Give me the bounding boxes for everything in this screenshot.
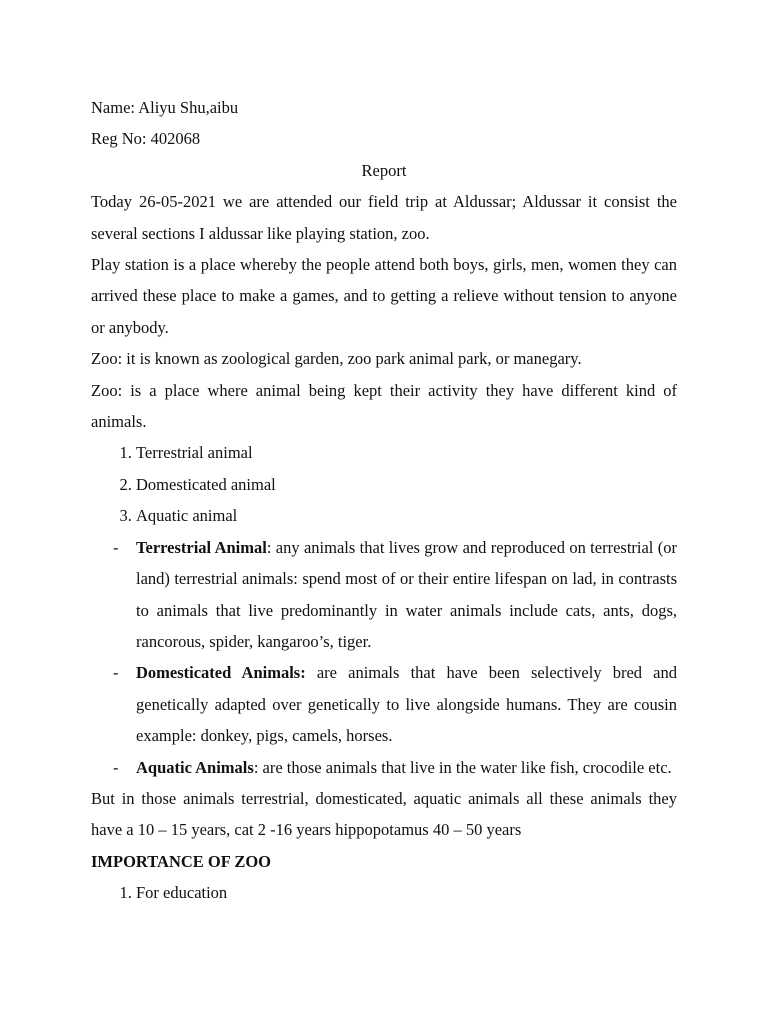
importance-list [91, 877, 677, 908]
student-name: Name: Aliyu Shu,aibu [91, 98, 239, 117]
dash-marker: - [113, 757, 119, 777]
definition-text: : are those animals that live in the water like fish, crocodile etc. [253, 757, 672, 777]
intro-paragraph: Today 26-05-2021 we are attended our field trip at Aldussar; Aldussar it consist the several sections I aldussar like playing station, zoo. [91, 192, 677, 243]
definition-text: : any animals that lives grow and reproduced on terrestrial (or land) terrestrial animals: spend most of or their entire lifespan on lad, in contrasts to animals that live predominantly in water animals include cats, ants, dogs, rancorous, spider, kangaroo’s, tiger. [136, 537, 677, 651]
zoo-place-paragraph: Zoo: is a place where animal being kept their activity they have different kind of animals. [91, 380, 677, 432]
dash-marker: - [113, 663, 119, 683]
definition-domesticated [91, 657, 677, 751]
list-item: 2. Domesticated animal [136, 469, 677, 500]
list-item: 3. Aquatic animal [136, 500, 677, 531]
importance-heading: IMPORTANCE OF ZOO [91, 851, 272, 871]
list-item: 1. Terrestrial animal [136, 437, 677, 468]
report-title: Report [361, 160, 407, 180]
definition-term: Domesticated Animals: [136, 663, 306, 683]
list-item: 1. For education [136, 877, 677, 908]
definition-terrestrial [91, 532, 677, 658]
lifespan-paragraph: But in those animals terrestrial, domesticated, aquatic animals all these animals they have a 10 – 15 years, cat 2 -16 years hippopotamus 40 – 50 years [91, 788, 677, 840]
definition-aquatic [91, 752, 677, 783]
animal-types-list [91, 437, 677, 531]
dash-marker: - [113, 537, 119, 557]
zoo-known-paragraph: Zoo: it is known as zoological garden, zoo park animal park, or manegary. [91, 349, 582, 369]
definition-term: Aquatic Animals [136, 757, 254, 777]
registration-number: Reg No: 402068 [91, 129, 201, 149]
definition-term: Terrestrial Animal [136, 537, 267, 557]
definition-text: are animals that have been selectively bred and genetically adapted over genetically to live alongside humans. They are cousin example: donkey, pigs, camels, horses. [136, 663, 677, 746]
play-station-paragraph: Play station is a place whereby the people attend both boys, girls, men, women they can arrived these place to make a games, and to getting a relieve without tension to anyone or anybody. [91, 255, 677, 337]
definitions-list [91, 532, 677, 783]
